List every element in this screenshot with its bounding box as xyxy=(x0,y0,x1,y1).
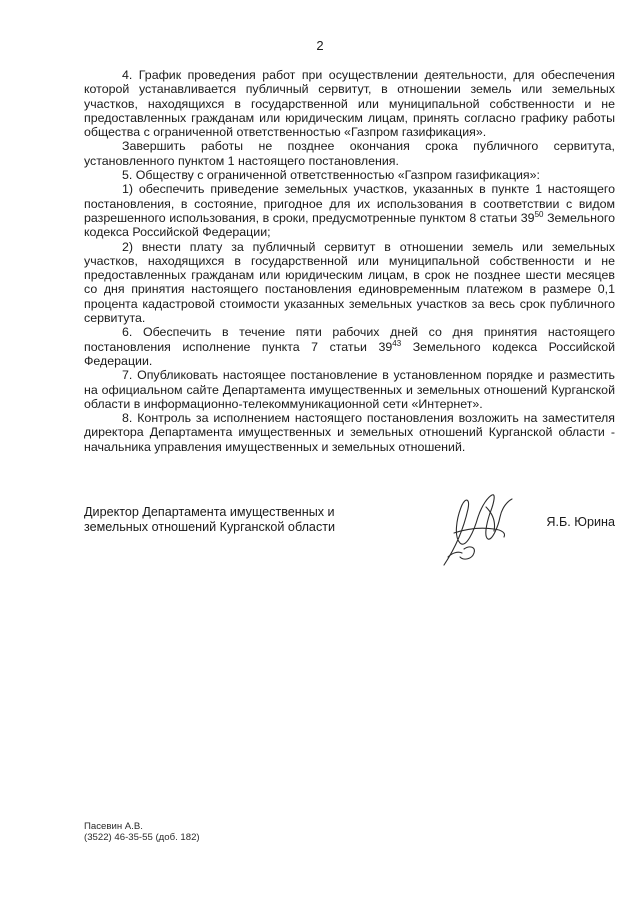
signature-block xyxy=(84,505,615,565)
page-number: 2 xyxy=(316,38,324,53)
paragraph-4 xyxy=(84,68,615,139)
article-superscript: 43 xyxy=(392,338,402,348)
paragraph-4-deadline xyxy=(84,139,615,168)
paragraph-7 xyxy=(84,368,615,411)
paragraph-text: 1) обеспечить приведение земельных участков, указанных в пункте 1 настоящего постановления, в состояние, пригодное для их использования в соответствии с видом разрешенного использования, в сроки, предусмотренные пунктом 8 статьи 39 xyxy=(84,182,615,225)
signatory-name: Я.Б. Юрина xyxy=(546,515,615,529)
paragraph-5 xyxy=(84,168,615,182)
paragraph-text: Земельного кодекса Российской Федерации; xyxy=(84,210,615,240)
paragraph-text: 7. Опубликовать настоящее постановление в установленном порядке и разместить на официальном сайте Департамента имущественных и земельных отношений Курганской области в информационно-телекоммуникационной сети «Интернет». xyxy=(84,368,615,411)
article-superscript: 50 xyxy=(534,209,544,219)
paragraph-text: Земельного кодекса Российской Федерации. xyxy=(84,339,616,368)
document-body xyxy=(84,68,615,454)
paragraph-text: 4. График проведения работ при осуществлении деятельности, для обеспечения которой устанавливается публичный сервитут, в отношении земель или земельных участков, находящихся в государственной или муниципальной собственности и не предоставленных гражданам или юридическим лицам, принять согласно графику работы общества с ограниченной ответственностью «Газпром газификация». xyxy=(84,68,615,140)
paragraph-text: 5. Обществу с ограниченной ответственностью «Газпром газификация»: xyxy=(122,168,540,183)
executor-name: Пасевин А.В. xyxy=(84,821,143,832)
paragraph-text: 2) внести плату за публичный сервитут в отношении земель или земельных участков, находящихся в государственной или муниципальной собственности и не предоставленных гражданам или юридическим лицам, в срок не позднее шести месяцев со дня принятия настоящего постановления единовременным платежом в размере 0,1 процента кадастровой стоимости указанных земельных участков за весь срок публичного сервитута. xyxy=(84,239,615,326)
executor-info xyxy=(84,821,200,844)
paragraph-5-2 xyxy=(84,240,615,326)
handwritten-signature xyxy=(434,487,522,569)
signatory-title-line: земельных отношений Курганской области xyxy=(84,519,336,534)
signatory-title xyxy=(84,505,335,534)
paragraph-text: 8. Контроль за исполнением настоящего постановления возложить на заместителя директора Департамента имущественных и земельных отношений Курганской области - начальника управления имущественных и земельных отношений. xyxy=(84,411,615,454)
paragraph-text: Завершить работы не позднее окончания срока публичного сервитута, установленного пунктом 1 настоящего постановления. xyxy=(84,139,615,168)
paragraph-text: 6. Обеспечить в течение пяти рабочих дней со дня принятия настоящего постановления исполнение пункта 7 статьи 39 xyxy=(84,325,615,354)
paragraph-6 xyxy=(84,325,615,368)
paragraph-8 xyxy=(84,411,615,454)
executor-phone: (3522) 46-35-55 (доб. 182) xyxy=(84,832,200,844)
signatory-title-line: Директор Департамента имущественных и xyxy=(84,505,335,519)
paragraph-5-1 xyxy=(84,182,615,239)
